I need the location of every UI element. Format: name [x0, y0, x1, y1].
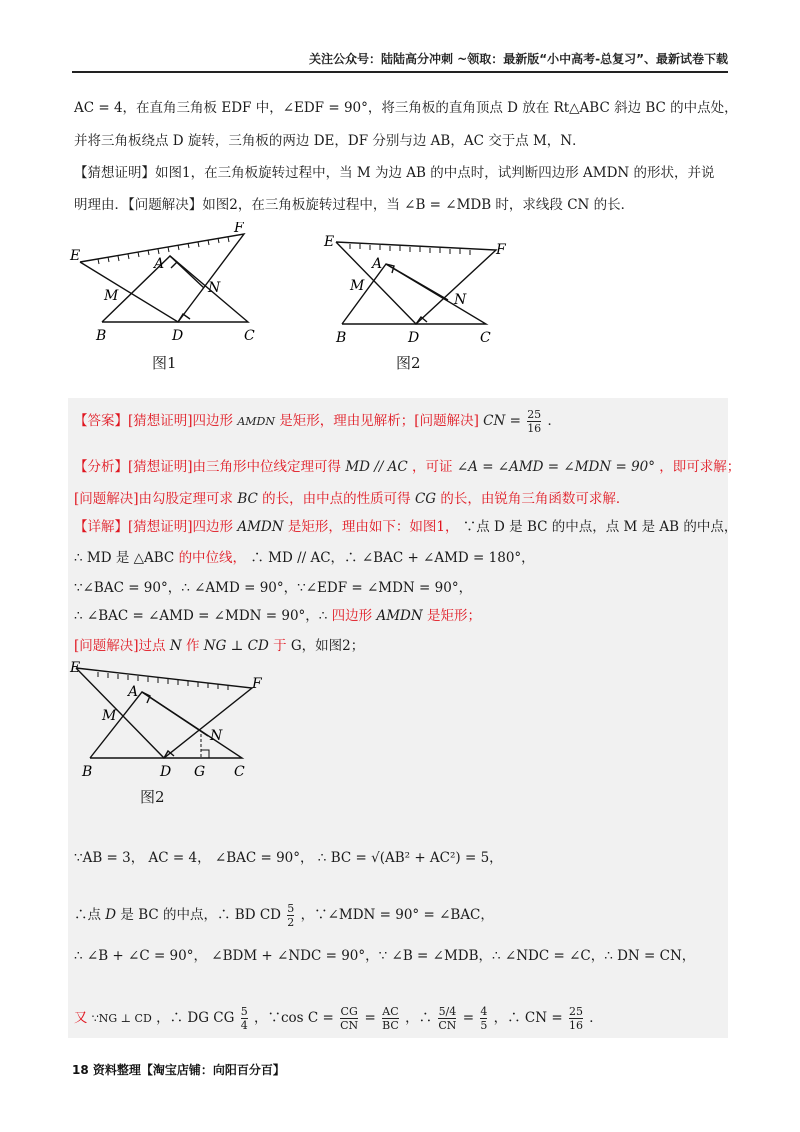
detail-line-1: [74, 515, 737, 535]
detail-2b: △ABC: [133, 550, 175, 566]
calc-4g: ，∴ CN =: [493, 1010, 563, 1026]
calc-4-f2d: CN: [340, 1019, 359, 1032]
problem-line-4: 明理由．【问题解决】如图2，在三角板旋转过程中，当 ∠B = ∠MDB 时，求线段 CN 的长．: [74, 197, 635, 213]
problem-line-2: 并将三角板绕点 D 旋转，三角板的两边 DE，DF 分别与边 AB，AC 交于点 M，N．: [74, 133, 586, 149]
label-d: D: [408, 330, 420, 346]
detail-4b: 四边形: [331, 608, 373, 624]
calc-4-f2n: CG: [340, 1005, 358, 1018]
calc-4-frac-1: [241, 1005, 248, 1032]
detail-5a: [问题解决]过点: [74, 638, 166, 654]
label-b: B: [96, 328, 107, 344]
calc-4h: ．: [589, 1010, 603, 1026]
answer-frac-num: 25: [527, 408, 542, 421]
segment-an: [386, 264, 448, 300]
detail-5d: NG ⊥ CD: [203, 638, 269, 654]
label-d: D: [160, 764, 172, 780]
detail-5c: 作: [185, 638, 200, 654]
answer-end: ．: [547, 413, 561, 429]
analysis-2d: CG: [414, 491, 437, 507]
answer-frac-den: 16: [527, 422, 542, 435]
answer-mid: 是矩形，理由见解析；[问题解决]: [279, 413, 479, 429]
calc-4-eq: =: [364, 1010, 376, 1026]
calc-2c: 是: [120, 907, 134, 923]
detail-1a: 【详解】[猜想证明]四边形: [74, 519, 234, 535]
detail-1d: ∵点 D 是 BC 的中点，点 M 是 AB 的中点，: [462, 519, 738, 535]
analysis-1c: ，可证: [412, 459, 453, 475]
label-n: N: [208, 280, 221, 296]
detail-4d: 是矩形；: [426, 608, 481, 624]
analysis-1a: 【分析】[猜想证明]由三角形中位线定理可得: [74, 459, 342, 475]
calc-4-f4n: 5/4: [438, 1005, 457, 1018]
right-angle-g: [201, 750, 209, 758]
calc-4-eq2: =: [462, 1010, 475, 1026]
right-angle-a: [170, 256, 177, 268]
analysis-2e: 的长，由锐角三角函数可求解．: [440, 491, 630, 507]
analysis-2b: BC: [237, 491, 258, 507]
ruler-ticks: [98, 672, 228, 690]
calc-line-1: ∵AB = 3， AC = 4， ∠BAC = 90°， ∴ BC = √(AB² + AC²) = 5，: [74, 850, 503, 866]
triangle-abc: [90, 692, 242, 758]
analysis-2a: [问题解决]由勾股定理可求: [74, 491, 234, 507]
detail-line-3: ∵∠BAC = 90°，∴ ∠AMD = 90°，∵∠EDF = ∠MDN = 90°，: [74, 580, 473, 596]
calc-4-f1d: 4: [240, 1019, 248, 1032]
detail-line-4: [74, 604, 481, 624]
problem-line-3: 【猜想证明】如图1，在三角板旋转过程中，当 M 为边 AB 的中点时，试判断四边形 AMDN 的形状，并说: [74, 165, 715, 181]
label-e: E: [70, 660, 81, 676]
problem-line-1: AC = 4，在直角三角板 EDF 中，∠EDF = 90°，将三角板的直角顶点 D 放在 Rt△ABC 斜边 BC 的中点处，: [74, 100, 738, 116]
figure-2-caption: 图2: [396, 354, 421, 372]
detail-5e: 于: [273, 638, 287, 654]
label-m: M: [102, 708, 117, 724]
calc-4-frac-3: [382, 1005, 399, 1032]
figure-2: [320, 228, 510, 353]
calc-2e: ，∵∠MDN = 90° = ∠BAC，: [300, 907, 494, 923]
analysis-1e: ，即可求解；: [659, 459, 741, 475]
calc-4-f5d: 5: [480, 1019, 488, 1032]
detail-4c: AMDN: [376, 608, 423, 624]
label-b: B: [82, 764, 93, 780]
page-footer: [72, 1061, 285, 1078]
detail-5b: N: [169, 638, 182, 654]
detail-2a: ∴ MD 是: [74, 550, 130, 566]
detail-1b: AMDN: [237, 519, 284, 535]
answer-line: [74, 408, 561, 435]
analysis-1d: ∠A = ∠AMD = ∠MDN = 90°: [456, 459, 655, 475]
calc-4a: 又: [74, 1010, 88, 1026]
calc-4-frac-4: [438, 1005, 456, 1032]
label-g: G: [194, 764, 206, 780]
label-f: F: [234, 222, 244, 236]
label-e: E: [324, 234, 335, 250]
calc-2a: ∴点: [74, 907, 101, 923]
answer-prefix: 【答案】[猜想证明]四边形: [74, 413, 234, 429]
segment-an: [142, 692, 208, 736]
label-f: F: [252, 676, 262, 692]
label-n: N: [454, 292, 467, 308]
figure-3-caption: 图2: [140, 788, 165, 806]
right-angle-d: [178, 314, 190, 322]
label-a: A: [372, 256, 383, 272]
calc-4-f1n: 5: [240, 1005, 248, 1018]
calc-4-frac-6: [569, 1005, 583, 1032]
calc-4e: ，∴: [405, 1010, 433, 1026]
calc-4d: ，∵cos C =: [253, 1010, 334, 1026]
right-angle-a: [142, 692, 150, 703]
figure-1: [68, 222, 268, 352]
calc-2-frac-num: 5: [287, 902, 295, 915]
calc-4-f3n: AC: [382, 1005, 399, 1018]
label-c: C: [234, 764, 245, 780]
answer-frac: [527, 408, 541, 435]
label-d: D: [172, 328, 184, 344]
detail-line-2: [74, 546, 535, 566]
calc-4-f4d: CN: [438, 1019, 457, 1032]
label-b: B: [336, 330, 347, 346]
figure-3: [68, 660, 268, 782]
figure-1-caption: 图1: [152, 354, 177, 372]
calc-4-f6d: 16: [568, 1019, 583, 1032]
label-n: N: [210, 728, 223, 744]
detail-1c: 是矩形，理由如下：如图1，: [287, 519, 459, 535]
footer-text: 资料整理【淘宝店铺：向阳百分百】: [92, 1063, 285, 1077]
calc-line-2: [74, 902, 494, 929]
triangle-edf: [80, 234, 244, 322]
analysis-1b: MD // AC: [345, 459, 408, 475]
detail-2c: 的中位线，: [178, 550, 247, 566]
analysis-2c: 的长，由中点的性质可得: [262, 491, 411, 507]
calc-2-frac: [287, 902, 294, 929]
label-m: M: [104, 288, 119, 304]
detail-2d: ∴ MD // AC，∴ ∠BAC + ∠AMD = 180°，: [250, 550, 535, 566]
analysis-line-1: [74, 455, 740, 475]
answer-quad: AMDN: [237, 415, 275, 428]
calc-4b: ∵NG ⊥ CD: [91, 1012, 152, 1025]
detail-line-5: [74, 634, 364, 654]
calc-4-frac-2: [340, 1005, 358, 1032]
calc-4-frac-5: [480, 1005, 487, 1032]
calc-line-3: ∴ ∠B + ∠C = 90°， ∠BDM + ∠NDC = 90°，∵ ∠B = ∠MDB，∴ ∠NDC = ∠C，∴ DN = CN，: [74, 948, 696, 964]
calc-2-frac-den: 2: [287, 916, 295, 929]
calc-line-4: [74, 998, 603, 1039]
header-rule: [72, 71, 728, 73]
label-m: M: [350, 278, 365, 294]
label-c: C: [244, 328, 255, 344]
label-e: E: [70, 248, 81, 264]
calc-4-f3d: BC: [382, 1019, 399, 1032]
analysis-line-2: [74, 487, 629, 507]
label-f: F: [496, 242, 506, 258]
label-c: C: [480, 330, 491, 346]
label-a: A: [128, 684, 139, 700]
calc-4-f6n: 25: [568, 1005, 583, 1018]
calc-4-f5n: 4: [480, 1005, 488, 1018]
label-a: A: [154, 256, 165, 272]
page-header: 关注公众号：陆陆高分冲刺 ~领取：最新版“小中高考-总复习”、最新试卷下载: [309, 52, 728, 66]
calc-2d: BC 的中点，∴ BD CD: [138, 907, 281, 923]
answer-cn: CN =: [483, 413, 521, 429]
detail-4a: ∴ ∠BAC = ∠AMD = ∠MDN = 90°，∴: [74, 608, 328, 624]
calc-2b: D: [105, 907, 117, 923]
detail-5f: G，如图2；: [290, 638, 365, 654]
page-number: 18: [72, 1063, 89, 1077]
calc-4c: ，∴ DG CG: [156, 1010, 235, 1026]
